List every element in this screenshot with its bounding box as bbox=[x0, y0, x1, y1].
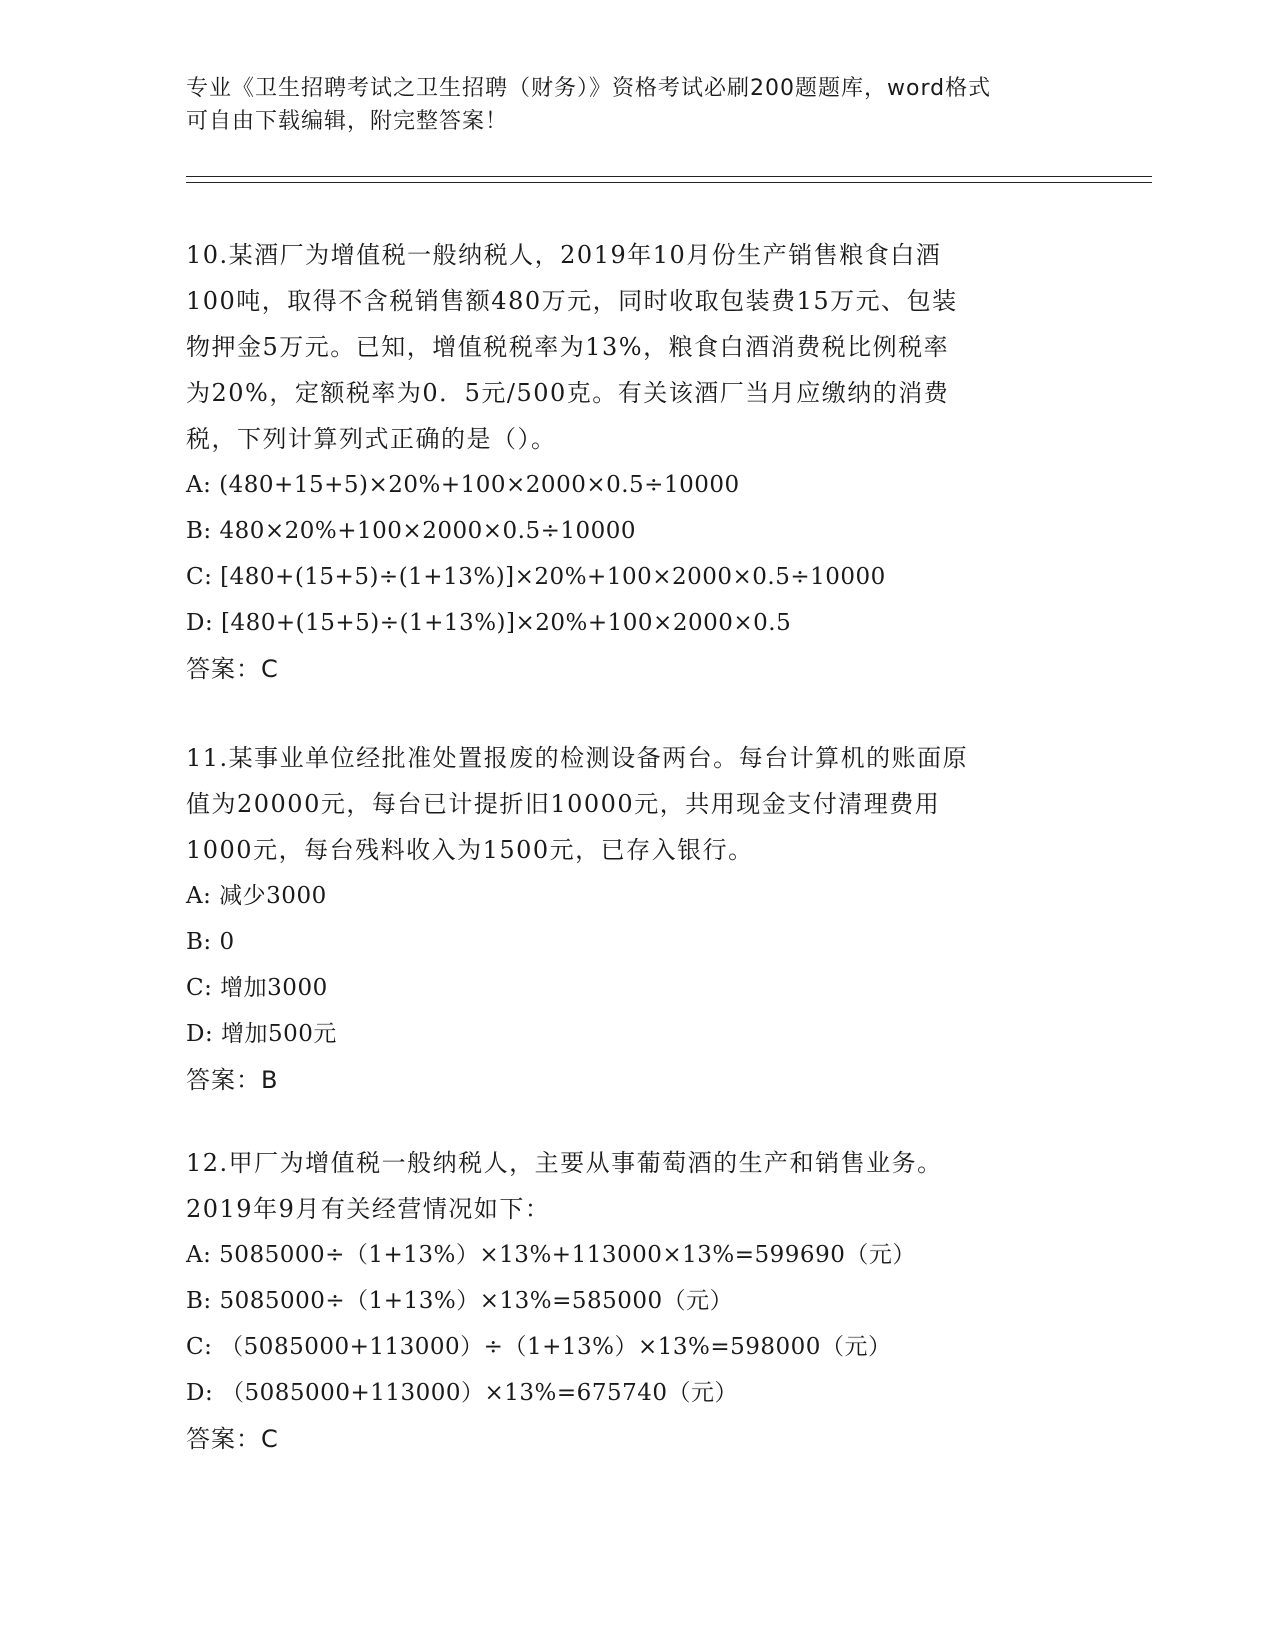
stem-line: 物押金5万元。已知，增值税税率为13%，粮食白酒消费税比例税率 bbox=[186, 333, 950, 361]
option-c bbox=[186, 1324, 1086, 1370]
option-text: [480+(15+5)÷(1+13%)]×20%+100×2000×0.5 bbox=[221, 610, 792, 636]
option-letter: B: bbox=[186, 929, 212, 955]
option-d bbox=[186, 1011, 1086, 1057]
option-text: 增加500元 bbox=[221, 1021, 337, 1047]
option-d bbox=[186, 1370, 1086, 1416]
option-letter: B: bbox=[186, 518, 212, 544]
option-letter: C: bbox=[186, 975, 213, 1001]
stem-line: 1000元，每台残料收入为1500元，已存入银行。 bbox=[186, 836, 754, 864]
option-letter: C: bbox=[186, 1334, 213, 1360]
stem-line: 值为20000元，每台已计提折旧10000元，共用现金支付清理费用 bbox=[186, 790, 941, 818]
option-letter: B: bbox=[186, 1288, 212, 1314]
option-b bbox=[186, 1278, 1086, 1324]
option-letter: D: bbox=[186, 1380, 214, 1406]
option-letter: D: bbox=[186, 610, 214, 636]
question-12 bbox=[186, 1140, 1086, 1462]
question-stem bbox=[186, 735, 1086, 873]
header-divider-top bbox=[186, 176, 1152, 177]
option-text: （5085000+113000）÷（1+13%）×13%=598000（元） bbox=[220, 1334, 892, 1360]
header-line-1: 专业《卫生招聘考试之卫生招聘（财务）》资格考试必刷200题题库，word格式 bbox=[186, 76, 992, 101]
option-text: 增加3000 bbox=[220, 975, 328, 1001]
answer-label: 答案：C bbox=[186, 1425, 279, 1453]
stem-line: 为20%，定额税率为0．5元/500克。有关该酒厂当月应缴纳的消费 bbox=[186, 379, 950, 407]
answer-label: 答案：C bbox=[186, 655, 279, 683]
option-letter: D: bbox=[186, 1021, 214, 1047]
option-text: 0 bbox=[219, 929, 235, 955]
option-b bbox=[186, 919, 1086, 965]
question-stem bbox=[186, 232, 1086, 462]
stem-line: 100吨，取得不含税销售额480万元，同时收取包装费15万元、包装 bbox=[186, 287, 958, 315]
stem-line: 10.某酒厂为增值税一般纳税人，2019年10月份生产销售粮食白酒 bbox=[186, 241, 942, 269]
option-a bbox=[186, 462, 1086, 508]
option-a bbox=[186, 873, 1086, 919]
option-letter: C: bbox=[186, 564, 213, 590]
option-a bbox=[186, 1232, 1086, 1278]
question-11 bbox=[186, 735, 1086, 1103]
option-letter: A: bbox=[186, 1242, 212, 1268]
question-stem bbox=[186, 1140, 1086, 1232]
stem-line: 12.甲厂为增值税一般纳税人，主要从事葡萄酒的生产和销售业务。 bbox=[186, 1149, 943, 1177]
option-letter: A: bbox=[186, 883, 212, 909]
option-text: 5085000÷（1+13%）×13%=585000（元） bbox=[219, 1288, 734, 1314]
option-letter: A: bbox=[186, 472, 212, 498]
stem-line: 11.某事业单位经批准处置报废的检测设备两台。每台计算机的账面原 bbox=[186, 744, 969, 772]
question-10 bbox=[186, 232, 1086, 692]
answer-label: 答案：B bbox=[186, 1066, 279, 1094]
option-c bbox=[186, 965, 1086, 1011]
option-text: （5085000+113000）×13%=675740（元） bbox=[221, 1380, 738, 1406]
header-line-2: 可自由下载编辑，附完整答案！ bbox=[186, 109, 509, 134]
option-text: 480×20%+100×2000×0.5÷10000 bbox=[219, 518, 637, 544]
option-c bbox=[186, 554, 1086, 600]
option-text: 5085000÷（1+13%）×13%+113000×13%=599690（元） bbox=[219, 1242, 916, 1268]
option-text: (480+15+5)×20%+100×2000×0.5÷10000 bbox=[219, 472, 740, 498]
header-divider-bottom bbox=[186, 182, 1152, 183]
option-b bbox=[186, 508, 1086, 554]
document-header bbox=[186, 72, 1066, 138]
option-text: [480+(15+5)÷(1+13%)]×20%+100×2000×0.5÷10000 bbox=[220, 564, 886, 590]
stem-line: 2019年9月有关经营情况如下： bbox=[186, 1195, 551, 1223]
option-d bbox=[186, 600, 1086, 646]
stem-line: 税，下列计算列式正确的是（）。 bbox=[186, 425, 557, 453]
option-text: 减少3000 bbox=[219, 883, 327, 909]
